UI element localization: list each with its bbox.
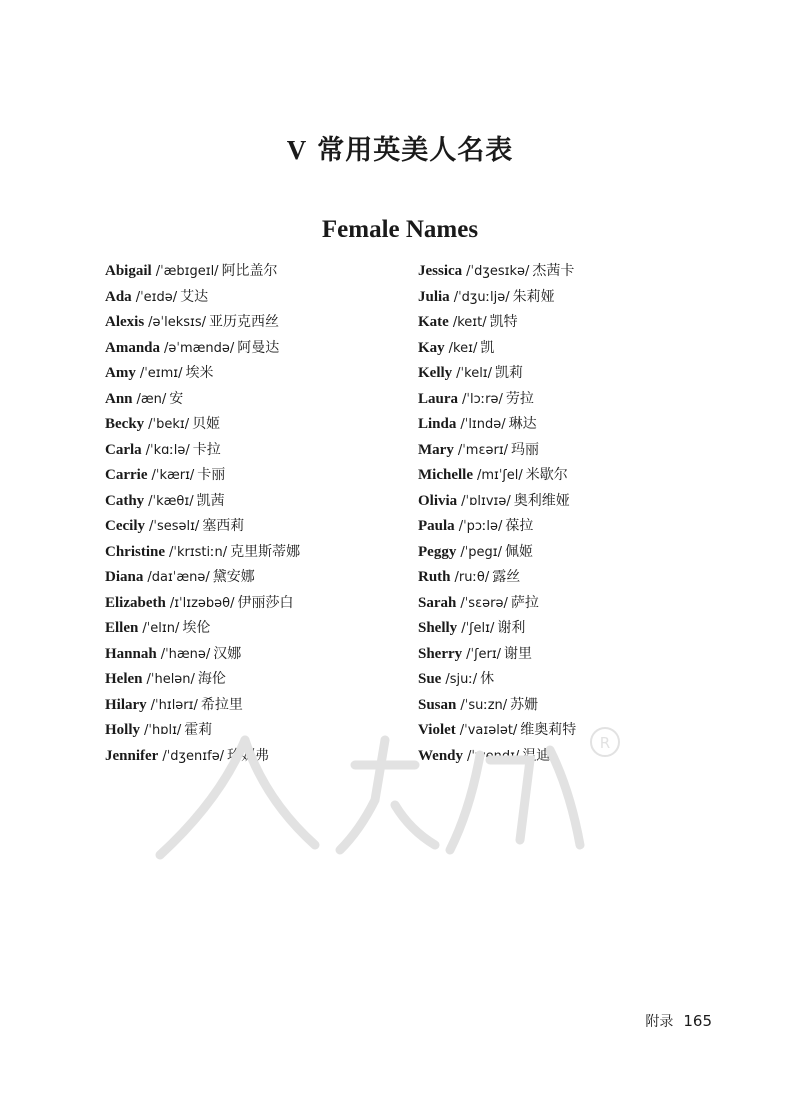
title-numeral: V — [286, 135, 308, 165]
entry-pronunciation: /ˈpɔːlə/ — [458, 519, 503, 534]
footer-section-label: 附录 — [645, 1014, 674, 1030]
name-entry — [418, 695, 576, 721]
entry-chinese: 亚历克西丝 — [209, 314, 280, 330]
entry-name: Carrie — [105, 467, 148, 483]
entry-name: Michelle — [418, 467, 473, 483]
entry-chinese: 凯 — [480, 339, 495, 356]
entry-pronunciation: /ˈhɒlɪ/ — [144, 723, 182, 738]
name-entry — [418, 516, 576, 542]
entry-chinese: 劳拉 — [505, 390, 534, 407]
entry-chinese: 汉娜 — [213, 645, 242, 662]
entry-name: Ann — [105, 390, 133, 407]
name-entry — [418, 287, 576, 313]
entry-pronunciation: /mɪˈʃel/ — [476, 468, 523, 483]
name-entry — [418, 414, 576, 440]
entry-chinese: 凯特 — [489, 314, 518, 330]
entry-chinese: 安 — [169, 390, 184, 407]
entry-name: Ada — [105, 288, 132, 305]
entry-chinese: 海伦 — [197, 671, 226, 687]
entry-chinese: 埃伦 — [182, 620, 211, 636]
names-column-right — [418, 261, 576, 771]
entry-chinese: 佩姬 — [505, 543, 533, 560]
entry-name: Amy — [105, 365, 136, 381]
name-entry — [105, 414, 300, 440]
entry-chinese: 艾达 — [180, 288, 209, 305]
entry-chinese: 克里斯蒂娜 — [230, 543, 301, 560]
entry-chinese: 谢利 — [497, 620, 526, 636]
name-entry — [105, 542, 300, 568]
name-entry — [418, 669, 576, 695]
page-title — [0, 128, 800, 167]
name-entry — [105, 516, 300, 542]
entry-pronunciation: /ˈpegɪ/ — [460, 544, 502, 560]
entry-chinese: 朱莉娅 — [512, 288, 555, 305]
name-entry — [105, 644, 300, 670]
names-column-left — [105, 261, 300, 771]
entry-name: Julia — [418, 288, 450, 305]
entry-pronunciation: /əˈmændə/ — [164, 340, 235, 356]
entry-chinese: 米歇尔 — [525, 467, 568, 483]
entry-pronunciation: /ˈlɪndə/ — [460, 417, 506, 432]
entry-chinese: 杰茜卡 — [532, 263, 575, 279]
entry-name: Abigail — [105, 263, 152, 279]
entry-chinese: 卡丽 — [197, 467, 226, 483]
name-entry — [418, 465, 576, 491]
name-entry — [105, 746, 300, 772]
entry-pronunciation: /æn/ — [136, 391, 167, 407]
entry-name: Jennifer — [105, 747, 159, 764]
entry-name: Carla — [105, 441, 142, 458]
name-entry — [105, 618, 300, 644]
entry-name: Kay — [418, 339, 445, 356]
entry-pronunciation: /keɪ/ — [448, 340, 478, 356]
name-entry — [418, 363, 576, 389]
section-heading: Female Names — [321, 216, 479, 243]
entry-chinese: 阿比盖尔 — [221, 263, 278, 279]
entry-chinese: 卡拉 — [192, 441, 221, 458]
entry-pronunciation: /ˈhelən/ — [146, 672, 195, 687]
entry-name: Laura — [418, 390, 459, 407]
name-entry — [105, 440, 300, 466]
entry-pronunciation: /ˈelɪn/ — [142, 621, 180, 636]
entry-chinese: 玛丽 — [511, 441, 540, 458]
entry-name: Linda — [418, 416, 457, 432]
entry-name: Violet — [418, 722, 456, 738]
page-footer — [645, 1011, 712, 1031]
entry-name: Hannah — [105, 645, 157, 662]
entry-pronunciation: /keɪt/ — [452, 315, 487, 330]
entry-pronunciation: /ˈkrɪstiːn/ — [169, 544, 228, 560]
entry-pronunciation: /ˈæbɪgeɪl/ — [155, 264, 219, 279]
entry-name: Sarah — [418, 594, 457, 611]
name-entry — [105, 720, 300, 746]
entry-pronunciation: /ruːθ/ — [454, 570, 490, 585]
svg-text:R: R — [599, 734, 611, 752]
entry-chinese: 温迪 — [522, 747, 551, 764]
entry-chinese: 琳达 — [508, 416, 537, 432]
name-entry — [418, 644, 576, 670]
name-entry — [105, 389, 300, 415]
name-entry — [418, 720, 576, 746]
entry-pronunciation: /ˈmɛərɪ/ — [457, 442, 509, 458]
entry-pronunciation: /ˈbekɪ/ — [148, 417, 190, 432]
entry-pronunciation: /ˈhænə/ — [160, 646, 211, 662]
name-entry — [418, 567, 576, 593]
entry-name: Becky — [105, 416, 145, 432]
entry-name: Elizabeth — [105, 594, 166, 611]
entry-name: Cathy — [105, 492, 145, 509]
entry-pronunciation: /ˈkærɪ/ — [151, 468, 195, 483]
entry-pronunciation: /ˈsesəlɪ/ — [148, 519, 200, 534]
entry-chinese: 休 — [480, 671, 495, 687]
name-entry — [418, 593, 576, 619]
name-entry — [418, 746, 576, 772]
entry-pronunciation: /ˈdʒuːljə/ — [453, 289, 510, 305]
name-entry — [418, 618, 576, 644]
entry-name: Cecily — [105, 518, 145, 534]
entry-chinese: 霍莉 — [184, 722, 213, 738]
name-entry — [105, 465, 300, 491]
entry-chinese: 希拉里 — [200, 696, 243, 713]
entry-name: Hilary — [105, 696, 147, 713]
entry-pronunciation: /ˈsɛərə/ — [460, 595, 508, 611]
entry-chinese: 凯莉 — [495, 365, 524, 381]
entry-chinese: 苏姗 — [510, 696, 539, 713]
entry-pronunciation: /ˈkæθɪ/ — [148, 493, 194, 509]
entry-chinese: 维奥莉特 — [520, 722, 577, 738]
entry-name: Mary — [418, 441, 454, 458]
entry-pronunciation: /ˈeɪmɪ/ — [139, 366, 183, 381]
entry-pronunciation: /sjuː/ — [445, 672, 478, 687]
name-entry — [418, 440, 576, 466]
entry-name: Christine — [105, 543, 165, 560]
entry-pronunciation: /ˈsuːzn/ — [460, 697, 508, 713]
entry-chinese: 阿曼达 — [237, 339, 280, 356]
entry-pronunciation: /ˈkɑːlə/ — [145, 442, 190, 458]
entry-pronunciation: /ˈlɔːrə/ — [462, 391, 503, 407]
entry-name: Holly — [105, 722, 141, 738]
entry-name: Kelly — [418, 365, 453, 381]
entry-pronunciation: /ˈdʒenɪfə/ — [162, 748, 225, 764]
entry-name: Jessica — [418, 263, 463, 279]
entry-pronunciation: /ˈeɪdə/ — [135, 289, 178, 305]
entry-name: Shelly — [418, 620, 458, 636]
entry-name: Olivia — [418, 492, 458, 509]
entry-chinese: 葆拉 — [505, 518, 534, 534]
entry-pronunciation: /ˈdʒesɪkə/ — [466, 264, 530, 279]
entry-name: Helen — [105, 671, 143, 687]
entry-pronunciation: /ˈɒlɪvɪə/ — [461, 493, 511, 509]
entry-chinese: 谢里 — [504, 645, 533, 662]
name-entry — [418, 338, 576, 364]
entry-pronunciation: /ˈʃerɪ/ — [466, 646, 502, 662]
name-entry — [105, 491, 300, 517]
name-entry — [418, 542, 576, 568]
entry-pronunciation: /daɪˈænə/ — [147, 570, 210, 585]
title-text: 常用英美人名表 — [317, 135, 514, 166]
entry-name: Paula — [418, 518, 455, 534]
name-entry — [105, 287, 300, 313]
entry-chinese: 露丝 — [492, 569, 521, 585]
entry-chinese: 珍妮弗 — [227, 747, 270, 764]
entry-name: Sue — [418, 671, 442, 687]
entry-chinese: 黛安娜 — [212, 569, 255, 585]
entry-chinese: 凯茜 — [196, 492, 225, 509]
entry-name: Diana — [105, 569, 144, 585]
entry-name: Ruth — [418, 569, 451, 585]
entry-name: Amanda — [105, 339, 161, 356]
entry-pronunciation: /ˈvaɪələt/ — [459, 723, 518, 738]
entry-chinese: 埃米 — [185, 365, 214, 381]
entry-pronunciation: /ˈhɪlərɪ/ — [150, 697, 198, 713]
name-entry — [105, 567, 300, 593]
entry-pronunciation: /əˈleksɪs/ — [148, 315, 207, 330]
entry-name: Sherry — [418, 645, 463, 662]
name-entry — [105, 261, 300, 287]
entry-name: Wendy — [418, 747, 464, 764]
name-entry — [105, 312, 300, 338]
name-entry — [418, 312, 576, 338]
entry-pronunciation: /ˈkelɪ/ — [456, 366, 493, 381]
entry-name: Susan — [418, 696, 457, 713]
name-entry — [105, 338, 300, 364]
entry-name: Kate — [418, 314, 449, 330]
name-entry — [418, 491, 576, 517]
entry-chinese: 伊丽莎白 — [237, 594, 294, 611]
entry-name: Ellen — [105, 620, 139, 636]
entry-chinese: 萨拉 — [510, 594, 539, 611]
entry-pronunciation: /ˈʃelɪ/ — [461, 621, 495, 636]
entry-pronunciation: /ɪˈlɪzəbəθ/ — [169, 595, 235, 611]
page-number: 165 — [683, 1012, 712, 1030]
name-entry — [105, 363, 300, 389]
name-entry — [418, 389, 576, 415]
name-entry — [105, 695, 300, 721]
entry-name: Peggy — [418, 543, 457, 560]
entry-chinese: 贝姬 — [192, 416, 221, 432]
name-entry — [105, 669, 300, 695]
entry-pronunciation: /ˈwendɪ/ — [467, 748, 520, 764]
name-entry — [418, 261, 576, 287]
entry-chinese: 塞西莉 — [202, 518, 245, 534]
entry-chinese: 奥利维娅 — [513, 492, 570, 509]
entry-name: Alexis — [105, 314, 145, 330]
name-entry — [105, 593, 300, 619]
